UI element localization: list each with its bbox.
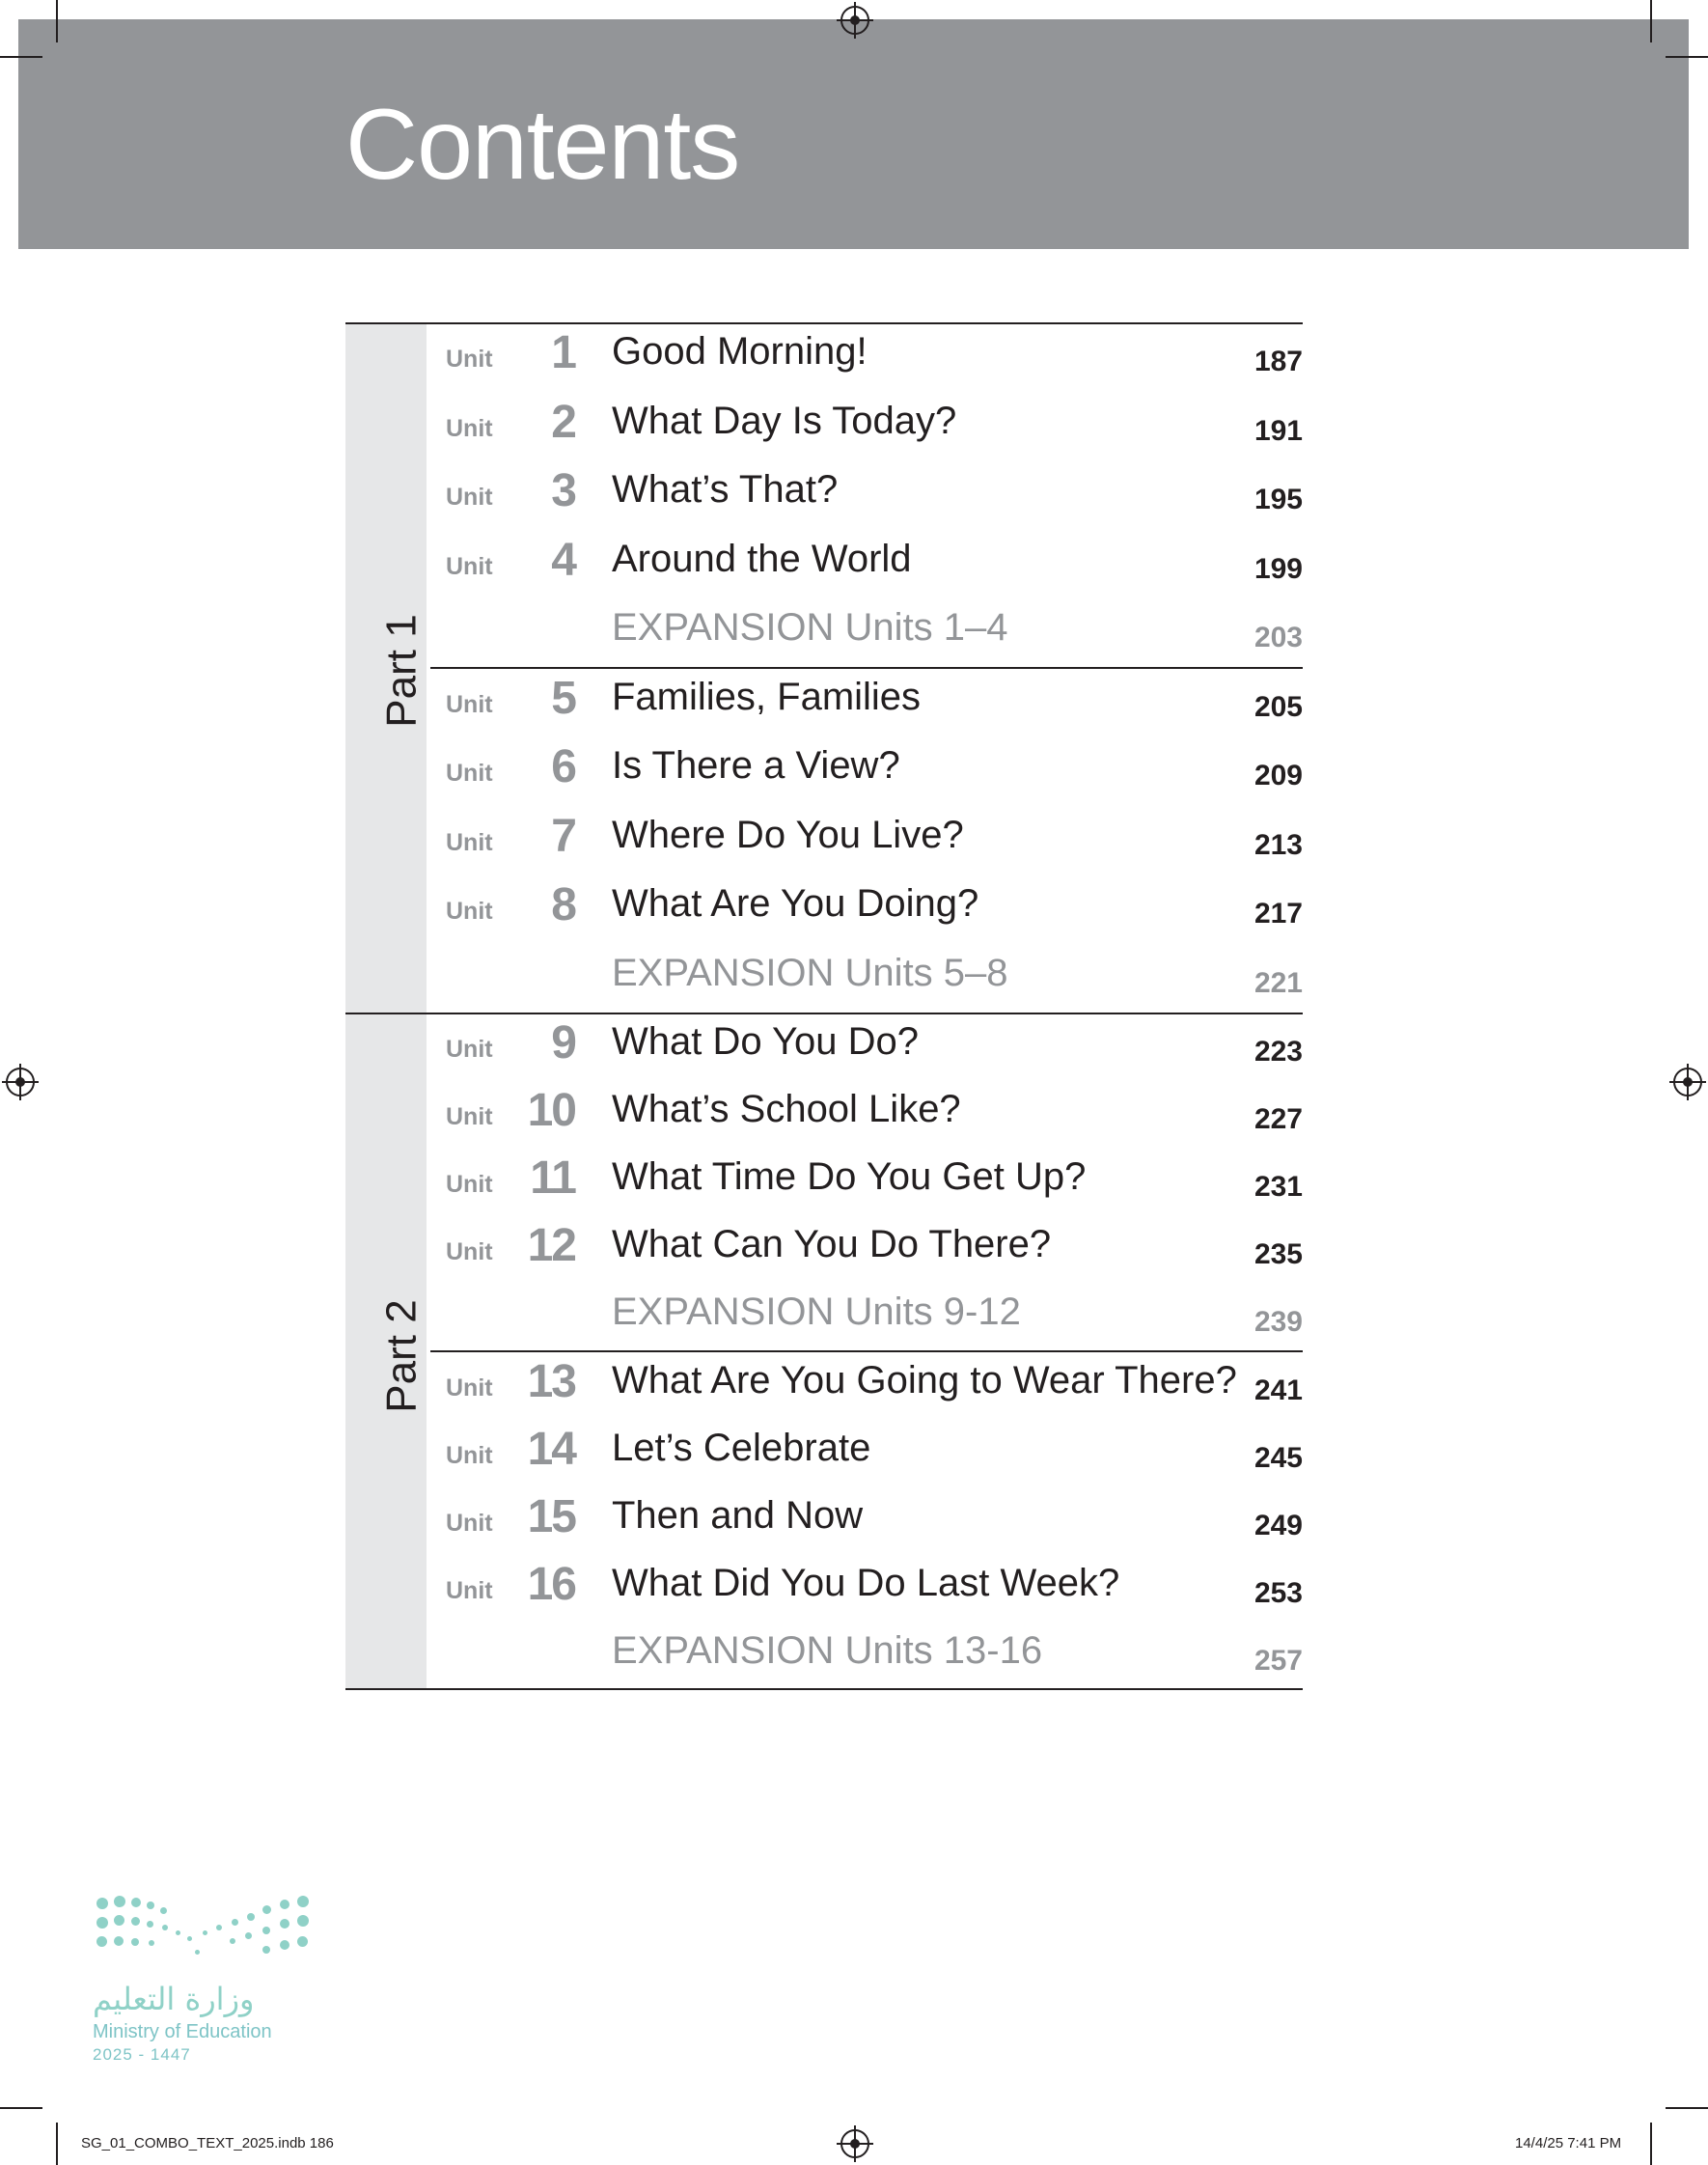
page-title: Contents bbox=[345, 89, 740, 201]
list-item-expansion[interactable] bbox=[345, 598, 1303, 656]
unit-label: Unit bbox=[446, 1510, 493, 1537]
registration-mark-icon bbox=[840, 2129, 869, 2158]
unit-label: Unit bbox=[446, 691, 493, 718]
page-number: 191 bbox=[1253, 415, 1303, 447]
list-item[interactable] bbox=[345, 460, 1303, 518]
footer-timestamp: 14/4/25 7:41 PM bbox=[1515, 2135, 1622, 2151]
logo-year: 2025 - 1447 bbox=[93, 2045, 191, 2064]
page-number: 241 bbox=[1253, 1374, 1303, 1406]
unit-title: What Are You Doing? bbox=[612, 882, 979, 925]
page-number: 187 bbox=[1253, 346, 1303, 377]
crop-mark bbox=[56, 2123, 58, 2165]
unit-title: What’s That? bbox=[612, 468, 839, 511]
registration-mark-icon bbox=[6, 1068, 35, 1096]
page-number: 221 bbox=[1253, 967, 1303, 999]
unit-number: 6 bbox=[551, 741, 575, 792]
crop-mark bbox=[1650, 0, 1652, 42]
unit-label: Unit bbox=[446, 1103, 493, 1130]
unit-number: 5 bbox=[551, 673, 575, 724]
expansion-title: EXPANSION Units 13-16 bbox=[612, 1629, 1043, 1672]
logo-dots-icon bbox=[93, 1892, 315, 1969]
unit-label: Unit bbox=[446, 1577, 493, 1604]
unit-title: What Can You Do There? bbox=[612, 1223, 1052, 1265]
part-1-label: Part 1 bbox=[377, 614, 426, 728]
unit-label: Unit bbox=[446, 829, 493, 856]
unit-number: 10 bbox=[527, 1085, 575, 1136]
unit-number: 15 bbox=[527, 1491, 575, 1542]
list-item-expansion[interactable] bbox=[345, 944, 1303, 1002]
unit-title: Let’s Celebrate bbox=[612, 1427, 871, 1469]
unit-label: Unit bbox=[446, 415, 493, 442]
unit-title: Around the World bbox=[612, 538, 912, 580]
expansion-title: EXPANSION Units 1–4 bbox=[612, 606, 1008, 649]
unit-label: Unit bbox=[446, 1171, 493, 1198]
unit-number: 12 bbox=[527, 1220, 575, 1271]
crop-mark bbox=[56, 0, 58, 42]
unit-number: 8 bbox=[551, 879, 575, 930]
page-number: 257 bbox=[1253, 1645, 1303, 1677]
unit-number: 13 bbox=[527, 1356, 575, 1407]
unit-label: Unit bbox=[446, 1238, 493, 1265]
expansion-title: EXPANSION Units 9-12 bbox=[612, 1291, 1021, 1333]
unit-label: Unit bbox=[446, 898, 493, 925]
page-number: 253 bbox=[1253, 1577, 1303, 1609]
logo-english-text: Ministry of Education bbox=[93, 2021, 272, 2042]
list-item[interactable] bbox=[345, 736, 1303, 794]
page-number: 245 bbox=[1253, 1442, 1303, 1474]
list-item[interactable] bbox=[345, 322, 1303, 380]
unit-label: Unit bbox=[446, 1374, 493, 1402]
unit-title: What Day Is Today? bbox=[612, 400, 957, 442]
list-item[interactable] bbox=[345, 1080, 1303, 1138]
list-item[interactable] bbox=[345, 1013, 1303, 1070]
unit-label: Unit bbox=[446, 760, 493, 787]
page-number: 213 bbox=[1253, 829, 1303, 861]
unit-title: What Time Do You Get Up? bbox=[612, 1155, 1087, 1198]
unit-label: Unit bbox=[446, 1442, 493, 1469]
page-number: 239 bbox=[1253, 1306, 1303, 1338]
unit-number: 3 bbox=[551, 465, 575, 516]
unit-number: 14 bbox=[527, 1424, 575, 1475]
list-item[interactable] bbox=[345, 874, 1303, 932]
footer-file-slug: SG_01_COMBO_TEXT_2025.indb 186 bbox=[81, 2135, 334, 2151]
page-number: 209 bbox=[1253, 760, 1303, 791]
expansion-title: EXPANSION Units 5–8 bbox=[612, 952, 1008, 994]
unit-title: What Did You Do Last Week? bbox=[612, 1562, 1120, 1604]
page-number: 249 bbox=[1253, 1510, 1303, 1541]
list-item[interactable] bbox=[345, 530, 1303, 588]
unit-title: Good Morning! bbox=[612, 330, 868, 373]
unit-title: Is There a View? bbox=[612, 744, 900, 787]
page-number: 235 bbox=[1253, 1238, 1303, 1270]
crop-mark bbox=[0, 2107, 42, 2109]
registration-mark-icon bbox=[840, 6, 869, 35]
page-number: 205 bbox=[1253, 691, 1303, 723]
page-number: 195 bbox=[1253, 484, 1303, 515]
unit-number: 2 bbox=[551, 397, 575, 448]
page-number: 203 bbox=[1253, 622, 1303, 653]
page-number: 223 bbox=[1253, 1036, 1303, 1068]
crop-mark bbox=[0, 56, 42, 58]
page-number: 217 bbox=[1253, 898, 1303, 930]
header-band bbox=[18, 19, 1689, 249]
list-item[interactable] bbox=[345, 1554, 1303, 1612]
list-item[interactable] bbox=[345, 1486, 1303, 1544]
list-item[interactable] bbox=[345, 1148, 1303, 1206]
divider bbox=[345, 1688, 1303, 1690]
ministry-logo bbox=[93, 1892, 315, 2065]
unit-label: Unit bbox=[446, 484, 493, 511]
list-item[interactable] bbox=[345, 1419, 1303, 1477]
unit-number: 4 bbox=[551, 535, 575, 586]
list-item[interactable] bbox=[345, 1215, 1303, 1273]
unit-number: 9 bbox=[551, 1017, 575, 1069]
unit-number: 16 bbox=[527, 1559, 575, 1610]
page-number: 227 bbox=[1253, 1103, 1303, 1135]
unit-number: 1 bbox=[551, 327, 575, 378]
crop-mark bbox=[1650, 2123, 1652, 2165]
logo-arabic-text: وزارة التعليم bbox=[93, 1981, 255, 2017]
crop-mark bbox=[1666, 2107, 1708, 2109]
unit-label: Unit bbox=[446, 553, 493, 580]
unit-title: Then and Now bbox=[612, 1494, 864, 1537]
list-item-expansion[interactable] bbox=[345, 1283, 1303, 1341]
part-2-label: Part 2 bbox=[377, 1299, 426, 1413]
unit-title: Families, Families bbox=[612, 676, 922, 718]
unit-label: Unit bbox=[446, 1036, 493, 1063]
list-item[interactable] bbox=[345, 1351, 1303, 1409]
unit-title: What’s School Like? bbox=[612, 1088, 961, 1130]
page-number: 231 bbox=[1253, 1171, 1303, 1203]
list-item[interactable] bbox=[345, 392, 1303, 450]
unit-number: 7 bbox=[551, 811, 575, 862]
unit-title: What Are You Going to Wear There? bbox=[612, 1359, 1237, 1402]
crop-mark bbox=[1666, 56, 1708, 58]
registration-mark-icon bbox=[1673, 1068, 1702, 1096]
unit-label: Unit bbox=[446, 346, 493, 373]
list-item-expansion[interactable] bbox=[345, 1622, 1303, 1679]
unit-title: Where Do You Live? bbox=[612, 814, 964, 856]
unit-title: What Do You Do? bbox=[612, 1020, 919, 1063]
page-number: 199 bbox=[1253, 553, 1303, 585]
list-item[interactable] bbox=[345, 668, 1303, 726]
unit-number: 11 bbox=[530, 1152, 575, 1204]
list-item[interactable] bbox=[345, 806, 1303, 864]
